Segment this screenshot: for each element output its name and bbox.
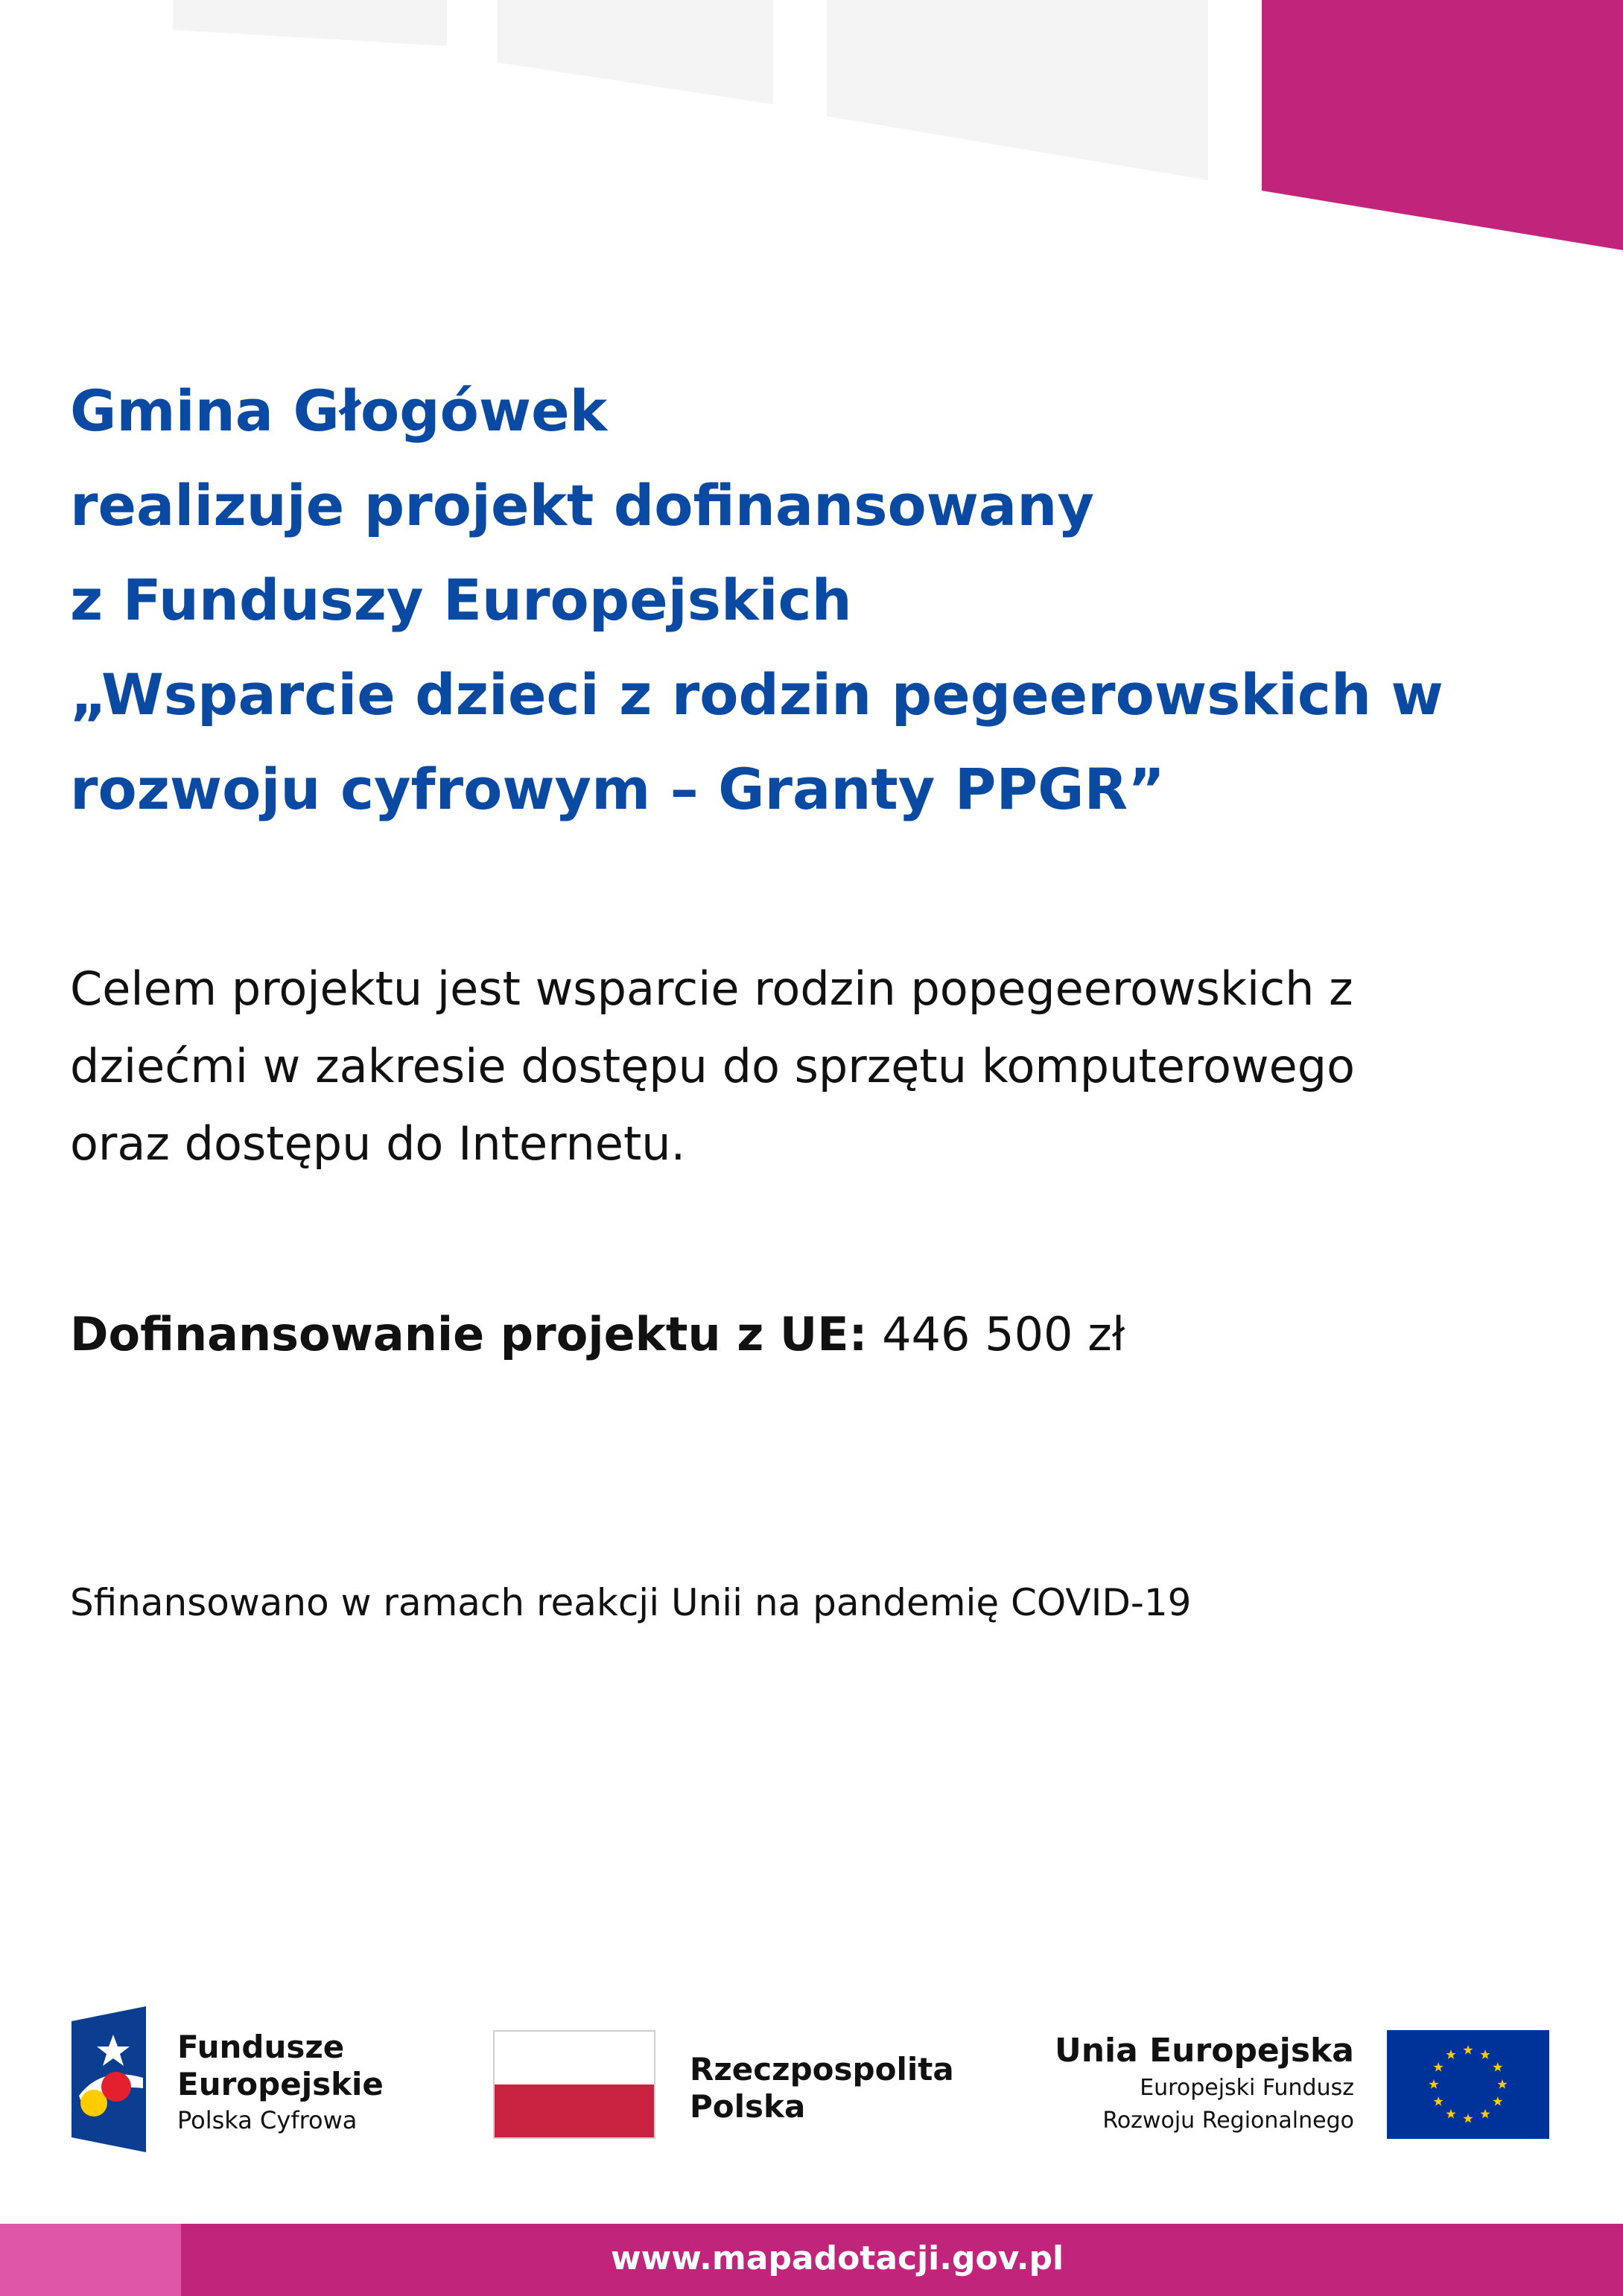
top-decoration: [0, 0, 1623, 268]
eu-flag-icon: [1387, 2030, 1549, 2139]
flag-red-stripe: [495, 2084, 654, 2137]
footer-bar: [0, 2224, 1623, 2296]
flag-white-stripe: [495, 2032, 654, 2084]
description-line-2: dziećmi w zakresie dostępu do sprzętu komputerowego: [70, 1039, 1356, 1093]
rp-line-1: Rzeczpospolita: [690, 2051, 954, 2087]
footer-left-accent: [0, 2224, 181, 2296]
fe-line-2: Europejskie: [177, 2066, 384, 2102]
project-title: [70, 363, 1560, 836]
fe-line-3: Polska Cyfrowa: [177, 2106, 358, 2134]
title-line-2: realizuje projekt dofinansowany: [70, 472, 1094, 538]
fe-text: [177, 2029, 384, 2137]
covid-note: Sfinansowano w ramach reakcji Unii na pandemię COVID-19: [70, 1581, 1192, 1624]
fe-line-1: Fundusze: [177, 2029, 345, 2065]
funding-value: 446 500 zł: [882, 1307, 1125, 1361]
decor-gray-shape-2: [498, 0, 773, 104]
title-line-1: Gmina Głogówek: [70, 378, 608, 444]
rp-text: [690, 2051, 954, 2125]
funding-label: Dofinansowanie projektu z UE:: [70, 1307, 868, 1361]
rzeczpospolita-polska-logo: [493, 2030, 1000, 2139]
fundusze-europejskie-icon: [72, 2006, 146, 2152]
decor-gray-shape-3: [827, 0, 1208, 180]
ue-line-2: Europejski Fundusz: [1140, 2075, 1354, 2101]
title-line-3: z Funduszy Europejskich: [70, 567, 852, 633]
polish-flag-icon: [493, 2030, 655, 2139]
ue-line-1: Unia Europejska: [1054, 2032, 1354, 2070]
funding-info: [70, 1297, 1125, 1372]
description-line-3: oraz dostępu do Internetu.: [70, 1116, 686, 1171]
rp-line-2: Polska: [690, 2088, 806, 2125]
unia-europejska-logo: [1028, 2030, 1549, 2139]
decor-magenta-shape: [1262, 0, 1623, 250]
decor-gray-shape-1: [173, 0, 447, 46]
fundusze-europejskie-logo: [72, 2006, 407, 2155]
footer-url-link[interactable]: www.mapadotacji.gov.pl: [611, 2239, 1064, 2277]
ue-line-3: Rozwoju Regionalnego: [1102, 2108, 1354, 2134]
ue-text: [1055, 2030, 1354, 2137]
title-line-5: rozwoju cyfrowym – Granty PPGR”: [70, 756, 1166, 822]
title-line-4: „Wsparcie dzieci z rodzin pegeerowskich w: [70, 661, 1443, 728]
description-line-1: Celem projektu jest wsparcie rodzin popegeerowskich z: [70, 961, 1353, 1016]
project-description: [70, 950, 1560, 1183]
